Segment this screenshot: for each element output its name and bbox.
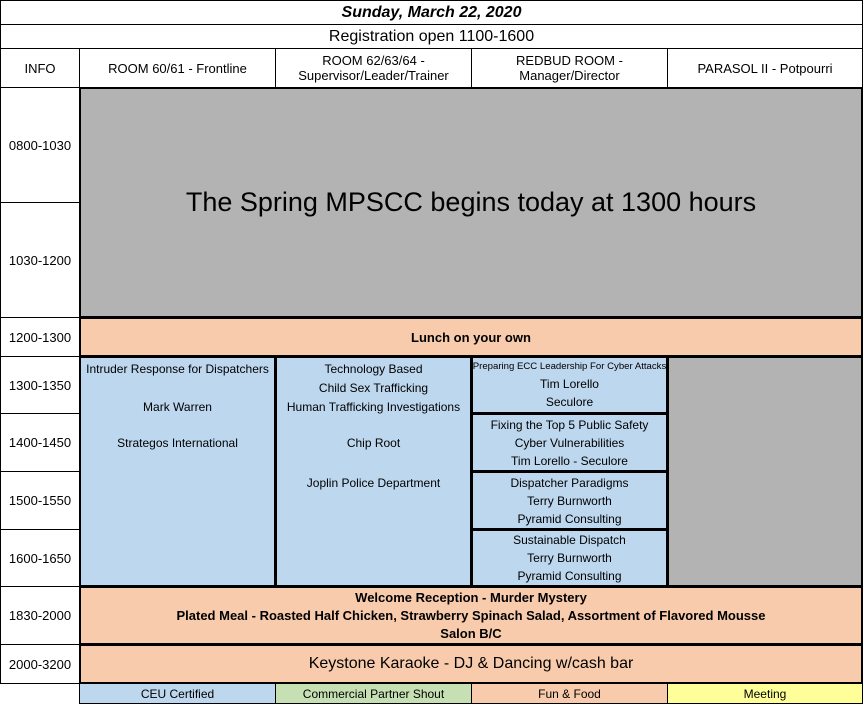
date-header bbox=[0, 0, 863, 25]
karaoke-text: Keystone Karaoke - DJ & Dancing w/cash bar bbox=[308, 655, 634, 672]
date-text: Sunday, March 22, 2020 bbox=[341, 3, 522, 21]
session-speaker: Tim Lorello - Seculore bbox=[511, 453, 628, 468]
session-organization: Seculore bbox=[545, 395, 594, 409]
session-title: Human Trafficking Investigations bbox=[286, 400, 461, 414]
legend-meeting: Meeting bbox=[667, 683, 863, 704]
column-header-parasol-ii: PARASOL II - Potpourri bbox=[667, 48, 863, 88]
reception-location: Salon B/C bbox=[440, 626, 502, 641]
time-label: 1300-1350 bbox=[0, 356, 80, 414]
session-speaker: Chip Root bbox=[346, 436, 401, 450]
session-speaker: Tim Lorello bbox=[540, 377, 599, 391]
column-header-room-60-61: ROOM 60/61 - Frontline bbox=[79, 48, 276, 88]
session-title: Intruder Response for Dispatchers bbox=[86, 362, 269, 376]
session-speaker: Mark Warren bbox=[143, 400, 212, 414]
time-label: 1400-1450 bbox=[0, 413, 80, 472]
session-speaker: Terry Burnworth bbox=[527, 493, 612, 508]
parasol-empty-block bbox=[667, 356, 863, 587]
reception-meal: Plated Meal - Roasted Half Chicken, Strawberry Spinach Salad, Assortment of Flavored Mousse bbox=[176, 608, 766, 623]
time-label: 1500-1550 bbox=[0, 471, 80, 530]
time-label: 0800-1030 bbox=[0, 87, 80, 203]
lunch-row bbox=[79, 317, 863, 357]
time-label: 1030-1200 bbox=[0, 202, 80, 318]
session-title: Child Sex Trafficking bbox=[318, 381, 429, 395]
column-header-room-62-63-64: ROOM 62/63/64 - Supervisor/Leader/Trainer bbox=[275, 48, 472, 88]
karaoke-row bbox=[79, 644, 863, 684]
session-speaker: Terry Burnworth bbox=[527, 551, 612, 565]
time-label: 1830-2000 bbox=[0, 586, 80, 645]
registration-banner bbox=[0, 24, 863, 49]
time-label: 2000-3200 bbox=[0, 644, 80, 684]
session-cyber-attacks bbox=[471, 356, 668, 414]
registration-text: Registration open 1100-1600 bbox=[328, 27, 535, 45]
session-title: Technology Based bbox=[324, 362, 423, 376]
morning-banner-text: The Spring MPSCC begins today at 1300 hours bbox=[185, 187, 757, 217]
session-dispatcher-paradigms bbox=[471, 471, 668, 530]
legend-fun-and-food: Fun & Food bbox=[471, 683, 668, 704]
session-title: Preparing ECC Leadership For Cyber Attacks bbox=[472, 361, 667, 372]
legend-commercial-partner-shout: Commercial Partner Shout bbox=[275, 683, 472, 704]
session-organization: Strategos International bbox=[117, 436, 238, 450]
session-child-sex-trafficking bbox=[275, 356, 472, 587]
session-title: Fixing the Top 5 Public Safety bbox=[490, 417, 649, 432]
session-organization: Pyramid Consulting bbox=[517, 569, 622, 583]
session-organization: Joplin Police Department bbox=[306, 476, 441, 490]
session-cyber-vulnerabilities bbox=[471, 413, 668, 472]
lunch-text: Lunch on your own bbox=[411, 329, 531, 345]
session-title: Sustainable Dispatch bbox=[513, 533, 626, 547]
morning-banner bbox=[79, 87, 863, 318]
column-header-redbud-room: REDBUD ROOM - Manager/Director bbox=[471, 48, 668, 88]
session-title: Dispatcher Paradigms bbox=[510, 475, 629, 490]
welcome-reception-row bbox=[79, 586, 863, 645]
reception-title: Welcome Reception - Murder Mystery bbox=[355, 590, 587, 605]
session-organization: Pyramid Consulting bbox=[517, 511, 622, 526]
legend-ceu-certified: CEU Certified bbox=[79, 683, 276, 704]
time-label: 1600-1650 bbox=[0, 529, 80, 587]
column-header-info: INFO bbox=[0, 48, 80, 88]
time-label: 1200-1300 bbox=[0, 317, 80, 357]
session-sustainable-dispatch bbox=[471, 529, 668, 587]
session-intruder-response bbox=[79, 356, 276, 587]
session-title: Cyber Vulnerabilities bbox=[514, 435, 625, 450]
